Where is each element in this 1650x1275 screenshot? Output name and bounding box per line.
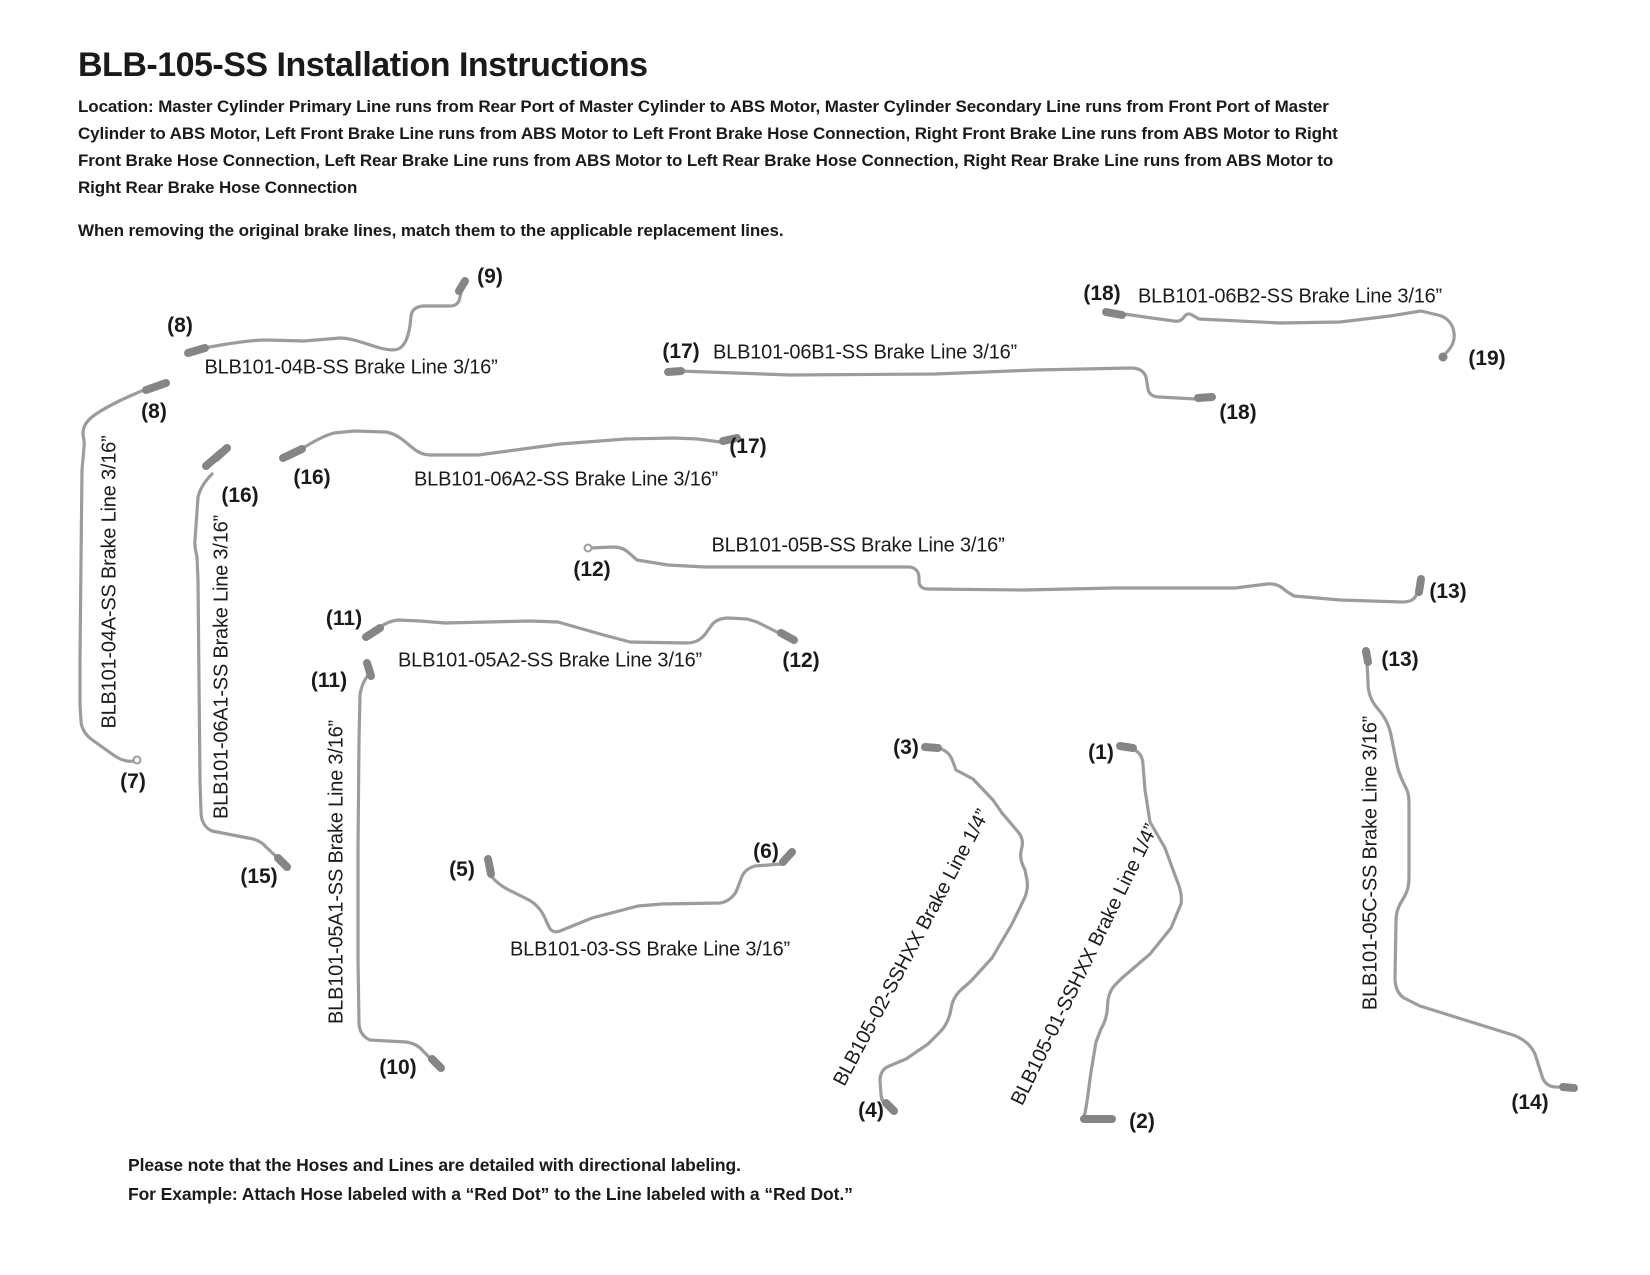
fitting-3 (925, 747, 938, 748)
callout-8-a: (8) (167, 314, 193, 337)
callout-16-a: (16) (221, 484, 259, 507)
callout-5: (5) (449, 858, 475, 881)
line-art-blb101-05a1 (358, 663, 441, 1068)
fitting-16-b (283, 449, 302, 458)
callout-17-b: (17) (729, 435, 767, 458)
fitting-13-a (1419, 579, 1421, 592)
callout-1: (1) (1088, 741, 1114, 764)
note-line-2: For Example: Attach Hose labeled with a “Red Dot” to the Line labeled with a “Red Dot.” (128, 1184, 853, 1204)
directional-labeling-note (128, 1151, 853, 1209)
tube-blb101-05a2 (377, 618, 783, 643)
line-art-blb101-06b1 (668, 368, 1212, 399)
page-title: BLB-105-SS Installation Instructions (78, 46, 648, 84)
callout-18-a: (18) (1083, 282, 1121, 305)
callout-11-a: (11) (325, 607, 363, 630)
line-art-blb101-05c (1366, 651, 1574, 1088)
tube-blb101-05a1 (358, 674, 434, 1062)
fitting-16-a-nut (216, 448, 227, 458)
line-art-blb101-06b2 (1106, 311, 1454, 362)
fitting-8-a (188, 348, 205, 353)
location-line-1: Location: Master Cylinder Primary Line runs from Rear Port of Master Cylinder to ABS Motor, Master Cylinder Secondary Line runs from Front Port of Master (78, 97, 1329, 116)
location-line-2: Cylinder to ABS Motor, Left Front Brake Line runs from ABS Motor to Left Front Brake Hose Connection, Right Front Brake Line runs from ABS Motor to Right (78, 124, 1338, 143)
part-label-blb101-05a1: BLB101-05A1-SS Brake Line 3/16” (325, 720, 348, 1024)
part-label-blb101-05a2: BLB101-05A2-SS Brake Line 3/16” (398, 649, 702, 672)
fitting-1 (1120, 746, 1133, 748)
line-art-blb101-05a2 (366, 618, 794, 643)
callout-3: (3) (893, 736, 919, 759)
callout-19: (19) (1468, 347, 1506, 370)
part-label-blb101-05b: BLB101-05B-SS Brake Line 3/16” (711, 534, 1005, 557)
part-label-blb101-06b1: BLB101-06B1-SS Brake Line 3/16” (713, 341, 1017, 364)
callout-16-b: (16) (293, 466, 331, 489)
part-label-blb101-05c: BLB101-05C-SS Brake Line 3/16” (1359, 715, 1382, 1011)
open-end-12 (585, 545, 592, 552)
part-label-blb101-03: BLB101-03-SS Brake Line 3/16” (510, 938, 790, 961)
fitting-5 (488, 859, 491, 874)
callout-9: (9) (477, 265, 503, 288)
intro-text: When removing the original brake lines, match them to the applicable replacement lines. (78, 221, 784, 240)
callout-18-b: (18) (1219, 401, 1257, 424)
callout-17-a: (17) (662, 340, 700, 363)
fitting-9 (459, 281, 465, 291)
fitting-6 (783, 852, 792, 862)
fitting-17-a (668, 371, 681, 372)
part-label-blb105-01: BLB105-01-SSHXX Brake Line 1/4” (1006, 820, 1163, 1109)
fitting-18-a (1106, 312, 1122, 315)
callout-13-a: (13) (1429, 580, 1467, 603)
callout-4: (4) (858, 1099, 884, 1122)
callout-10: (10) (379, 1056, 417, 1079)
callout-2: (2) (1129, 1110, 1155, 1133)
note-line-1: Please note that the Hoses and Lines are detailed with directional labeling. (128, 1155, 741, 1175)
line-art-blb101-06a2 (283, 431, 737, 458)
fitting-15 (278, 858, 287, 867)
callout-12-b: (12) (782, 649, 820, 672)
part-label-blb101-06a1: BLB101-06A1-SS Brake Line 3/16” (210, 515, 233, 819)
callout-6: (6) (753, 840, 779, 863)
fitting-18-b (1198, 397, 1212, 398)
line-art-blb101-03 (488, 852, 792, 932)
tube-blb101-05c (1367, 663, 1560, 1087)
fitting-11-a (366, 628, 380, 637)
part-label-blb101-06b2: BLB101-06B2-SS Brake Line 3/16” (1138, 285, 1442, 308)
tube-blb105-02 (880, 749, 1027, 1106)
tube-blb101-06a2 (303, 431, 720, 455)
fitting-8-b (146, 383, 166, 390)
line-art-blb101-06a1 (195, 448, 287, 867)
fitting-10 (432, 1059, 441, 1068)
callout-14: (14) (1511, 1091, 1549, 1114)
part-label-blb101-04a: BLB101-04A-SS Brake Line 3/16” (98, 435, 121, 729)
fitting-4 (886, 1103, 894, 1111)
tube-blb101-06b2 (1124, 311, 1454, 353)
line-art-blb105-02 (880, 747, 1027, 1111)
tube-blb101-03 (492, 864, 781, 932)
callout-13-b: (13) (1381, 648, 1419, 671)
part-label-blb105-02: BLB105-02-SSHXX Brake Line 1/4” (829, 805, 994, 1090)
fitting-12-a (781, 633, 794, 640)
part-label-blb101-04b: BLB101-04B-SS Brake Line 3/16” (204, 356, 498, 379)
part-label-blb101-06a2: BLB101-06A2-SS Brake Line 3/16” (414, 468, 718, 491)
tube-blb101-06a1 (195, 474, 280, 860)
location-line-3: Front Brake Hose Connection, Left Rear Brake Line runs from ABS Motor to Left Rear Brake Hose Connection, Right Rear Brake Line runs from ABS Motor to (78, 151, 1334, 170)
tube-blb101-06b1 (679, 368, 1196, 399)
fitting-13-b (1366, 651, 1368, 662)
fitting-11-b (367, 663, 371, 676)
callout-8-b: (8) (141, 400, 167, 423)
location-line-4: Right Rear Brake Hose Connection (78, 178, 358, 197)
fitting-19 (1439, 353, 1448, 362)
line-art-blb101-04a (80, 383, 166, 764)
callout-11-b: (11) (310, 669, 348, 692)
tube-blb101-04b (199, 288, 462, 350)
fitting-14 (1563, 1087, 1574, 1088)
open-end-7 (134, 757, 141, 764)
callout-12-a: (12) (573, 558, 611, 581)
callout-15: (15) (240, 865, 278, 888)
callout-7: (7) (120, 770, 146, 793)
line-art-blb101-04b (188, 281, 465, 353)
